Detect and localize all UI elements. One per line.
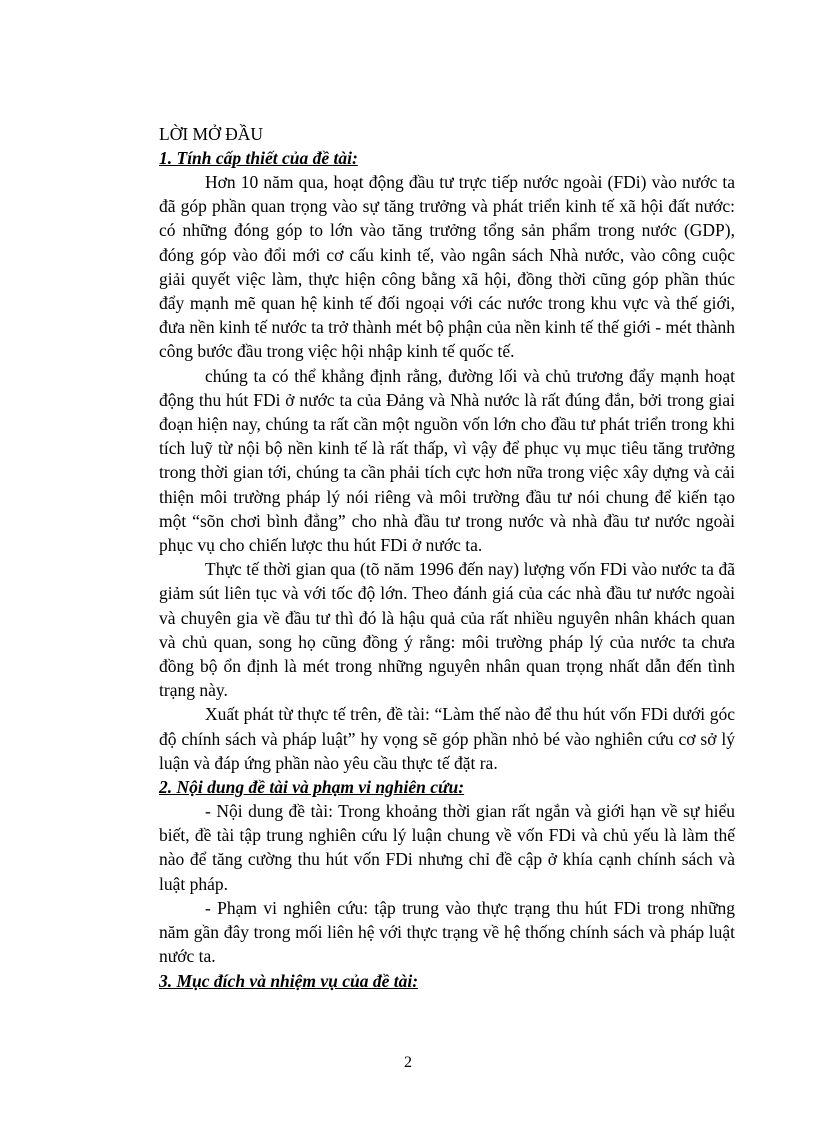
section-2-heading: 2. Nội dung đề tài và phạm vi nghiên cứu: [159,777,465,798]
page-number: 2 [404,1054,412,1071]
document-title: LỜI MỞ ĐẦU [159,124,264,144]
document-page [159,122,735,993]
section-1-paragraph-2: chúng ta có thể khẳng định rằng, đường lối và chủ trương đẩy mạnh hoạt động thu hút FDi ở nước ta của Đảng và Nhà nước là rất đúng đắn, bởi trong giai đoạn hiện nay, chúng ta rất cần một nguồn vốn lớn cho đầu tư phát triển trong khi tích luỹ từ nội bộ nền kinh tế là rất thấp, vì vậy để phục vụ mục tiêu tăng trưởng trong thời gian tới, chúng ta cần phải tích cực hơn nữa trong việc xây dựng và cải thiện môi trường pháp lý nói riêng và môi trường đầu tư nói chung để kiến tạo một “sõn chơi bình đẳng” cho nhà đầu tư trong nước và nhà đầu tư nước ngoài phục vụ cho chiến lược thu hút FDi ở nước ta. [159,365,735,556]
section-1-paragraph-3: Thực tế thời gian qua (tõ năm 1996 đến nay) lượng vốn FDi vào nước ta đã giảm sút liên tục và với tốc độ lớn. Theo đánh giá của các nhà đầu tư nước ngoài và chuyên gia về đầu tư thì đó là hậu quả của rất nhiều nguyên nhân khách quan và chủ quan, song họ cũng đồng ý rằng: môi trường pháp lý của nước ta chưa đồng bộ ổn định là mét trong những nguyên nhân quan trọng nhất dẫn đến tình trạng này. [159,559,735,701]
section-3-heading: 3. Mục đích và nhiệm vụ của đề tài: [159,970,419,991]
section-1-paragraph-1: Hơn 10 năm qua, hoạt động đầu tư trực tiếp nước ngoài (FDi) vào nước ta đã góp phần quan trọng vào sự tăng trưởng và phát triển kinh tế xã hội đất nước: có những đóng góp to lớn vào tăng trưởng tổng sản phẩm trong nước (GDP), đóng góp vào đổi mới cơ cấu kinh tế, vào ngân sách Nhà nước, vào công cuộc giải quyết việc làm, thực hiện công bằng xã hội, đồng thời cũng góp phần thúc đẩy mạnh mẽ quan hệ kinh tế đối ngoại với các nước trong khu vực và thế giới, đưa nền kinh tế nước ta trở thành mét bộ phận của nền kinh tế thế giới - mét thành công bước đầu trong việc hội nhập kinh tế quốc tế. [159,172,735,362]
section-1-heading: 1. Tính cấp thiết của đề tài: [159,148,358,168]
section-2-paragraph-2: - Phạm vi nghiên cứu: tập trung vào thực trạng thu hút FDi trong những năm gần đây trong mối liên hệ với thực trạng về hệ thống chính sách và pháp luật nước ta. [159,897,735,967]
section-1-paragraph-4: Xuất phát từ thực tế trên, đề tài: “Làm thế nào để thu hút vốn FDi dưới góc độ chính sách và pháp luật” hy vọng sẽ góp phần nhỏ bé vào nghiên cứu cơ sở lý luận và đáp ứng phần nào yêu cầu thực tế đặt ra. [159,704,735,773]
section-2-paragraph-1: - Nội dung đề tài: Trong khoảng thời gian rất ngắn và giới hạn về sự hiểu biết, đề tài tập trung nghiên cứu lý luận chung về vốn FDi và chủ yếu là làm thế nào để tăng cường thu hút vốn FDi nhưng chỉ đề cập ở khía cạnh chính sách và luật pháp. [159,801,735,894]
